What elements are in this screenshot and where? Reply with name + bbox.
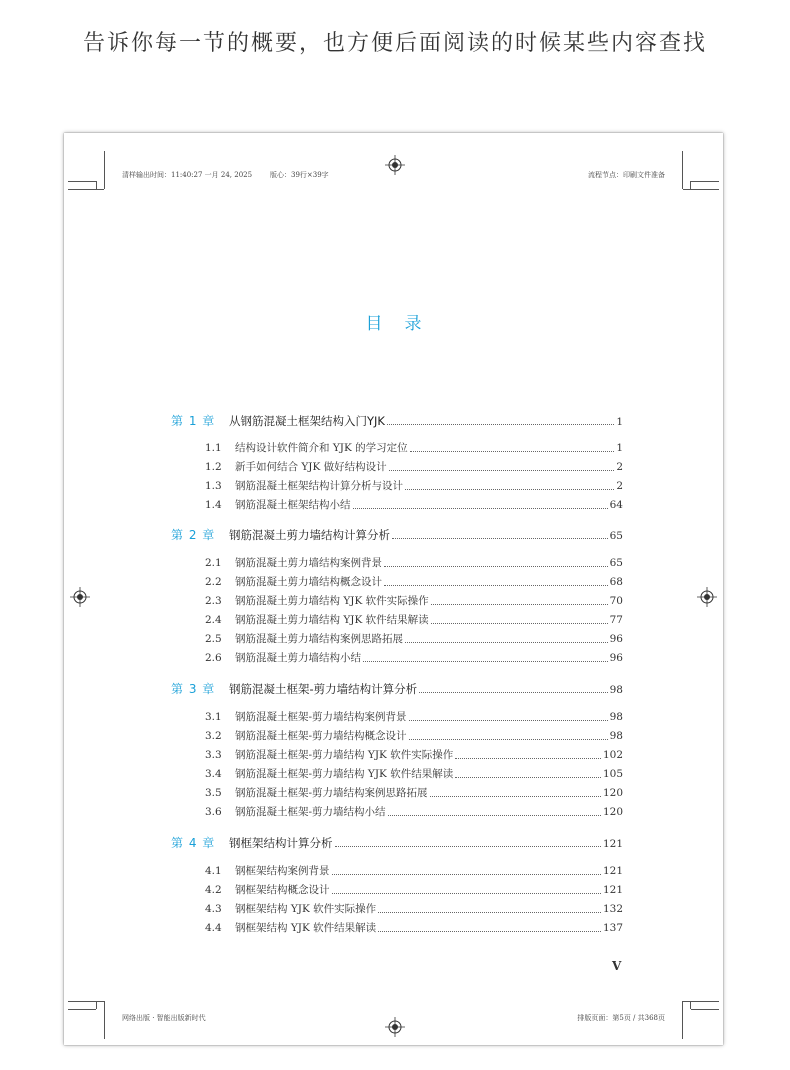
leader-dots (410, 450, 615, 452)
registration-mark-icon (385, 1017, 405, 1037)
leader-dots (378, 930, 601, 932)
section-title: 钢筋混凝土框架-剪力墙结构小结 (235, 806, 386, 818)
section-page: 120 (602, 787, 623, 799)
section-number: 4.1 (205, 865, 222, 877)
toc-title: 目录 (365, 314, 444, 334)
section-number: 3.3 (205, 749, 222, 761)
toc-section-row[interactable] (205, 709, 623, 724)
section-title: 钢筋混凝土框架-剪力墙结构案例背景 (235, 711, 407, 723)
toc-section-row[interactable] (205, 882, 623, 897)
section-number: 2.6 (205, 652, 222, 664)
section-title: 钢筋混凝土剪力墙结构 YJK 软件实际操作 (235, 595, 429, 607)
registration-mark-icon (697, 587, 717, 607)
toc-section-row[interactable] (205, 920, 623, 935)
section-title: 钢筋混凝土剪力墙结构概念设计 (235, 576, 382, 588)
toc-chapter-row[interactable] (171, 680, 623, 697)
section-page: 96 (609, 652, 623, 664)
section-page: 2 (616, 480, 623, 492)
toc-section-row[interactable] (205, 728, 623, 743)
toc-section-row[interactable] (205, 766, 623, 781)
chapter-label: 第 2 章 (171, 528, 216, 542)
section-page: 2 (616, 461, 623, 473)
registration-mark-icon (70, 587, 90, 607)
chapter-page: 1 (616, 416, 623, 428)
toc-section-row[interactable] (205, 747, 623, 762)
section-title: 钢筋混凝土剪力墙结构案例思路拓展 (235, 633, 403, 645)
leader-dots (332, 873, 601, 875)
crop-mark (683, 1001, 719, 1002)
chapter-page: 121 (602, 838, 623, 850)
leader-dots (419, 691, 607, 693)
leader-dots (455, 776, 601, 778)
section-title: 钢筋混凝土剪力墙结构 YJK 软件结果解读 (235, 614, 429, 626)
section-page: 64 (609, 499, 623, 511)
section-number: 2.5 (205, 633, 222, 645)
leader-dots (353, 507, 608, 509)
toc-section-row[interactable] (205, 555, 623, 570)
section-number: 3.1 (205, 711, 222, 723)
section-number: 3.6 (205, 806, 222, 818)
section-title: 钢筋混凝土框架-剪力墙结构概念设计 (235, 730, 407, 742)
print-footer-right: 排版页面：第5页 / 共368页 (577, 1014, 665, 1022)
crop-mark (691, 181, 719, 182)
toc-chapter-row[interactable] (171, 834, 623, 851)
chapter-label: 第 1 章 (171, 414, 216, 428)
toc-chapter-row[interactable] (171, 526, 623, 543)
toc-section-row[interactable] (205, 863, 623, 878)
section-number: 3.5 (205, 787, 222, 799)
crop-mark (690, 181, 691, 189)
print-header-left: 清样输出时间：11:40:27 一月 24, 2025 (122, 171, 253, 179)
toc-section-row[interactable] (205, 785, 623, 800)
section-number: 1.4 (205, 499, 222, 511)
section-title: 结构设计软件简介和 YJK 的学习定位 (235, 442, 408, 454)
section-page: 98 (609, 730, 623, 742)
section-title: 钢框架结构 YJK 软件实际操作 (235, 903, 377, 915)
page-caption: 告诉你每一节的概要，也方便后面阅读的时候某些内容查找 (82, 31, 707, 56)
toc-section-row[interactable] (205, 440, 623, 455)
leader-dots (388, 814, 601, 816)
section-title: 钢框架结构案例背景 (235, 865, 330, 877)
print-footer-left: 网络出版 · 智能出版新时代 (122, 1014, 206, 1022)
toc-section-row[interactable] (205, 612, 623, 627)
section-number: 3.2 (205, 730, 222, 742)
section-page: 70 (609, 595, 623, 607)
section-number: 1.2 (205, 461, 222, 473)
toc-section-row[interactable] (205, 459, 623, 474)
section-title: 钢框架结构概念设计 (235, 884, 330, 896)
leader-dots (392, 537, 608, 539)
section-page: 77 (609, 614, 623, 626)
section-title: 钢筋混凝土剪力墙结构小结 (235, 652, 361, 664)
section-title: 钢筋混凝土剪力墙结构案例背景 (235, 557, 382, 569)
section-number: 1.3 (205, 480, 222, 492)
section-title: 钢框架结构 YJK 软件结果解读 (235, 922, 377, 934)
leader-dots (430, 795, 601, 797)
crop-mark (68, 181, 96, 182)
toc-section-row[interactable] (205, 593, 623, 608)
section-number: 4.3 (205, 903, 222, 915)
toc-section-row[interactable] (205, 804, 623, 819)
chapter-title: 钢框架结构计算分析 (229, 836, 333, 850)
leader-dots (378, 911, 601, 913)
leader-dots (431, 603, 608, 605)
toc-section-row[interactable] (205, 574, 623, 589)
print-header-right: 流程节点：印刷文件准备 (588, 171, 665, 179)
section-page: 68 (609, 576, 623, 588)
print-header-center: 版心：39行×39字 (270, 171, 329, 179)
section-number: 4.2 (205, 884, 222, 896)
section-title: 钢筋混凝土框架结构小结 (235, 499, 351, 511)
crop-mark (96, 1001, 97, 1009)
chapter-title: 钢筋混凝土剪力墙结构计算分析 (229, 528, 390, 542)
toc-section-row[interactable] (205, 901, 623, 916)
crop-mark (68, 1009, 96, 1010)
leader-dots (405, 488, 614, 490)
registration-mark-icon (385, 155, 405, 175)
crop-mark (104, 151, 105, 189)
crop-mark (96, 181, 97, 189)
section-page: 120 (602, 806, 623, 818)
section-title: 钢筋混凝土框架-剪力墙结构 YJK 软件实际操作 (235, 749, 454, 761)
leader-dots (431, 622, 608, 624)
section-page: 96 (609, 633, 623, 645)
section-number: 2.1 (205, 557, 222, 569)
section-page: 137 (602, 922, 623, 934)
chapter-title: 钢筋混凝土框架-剪力墙结构计算分析 (229, 682, 418, 696)
leader-dots (389, 469, 615, 471)
chapter-title: 从钢筋混凝土框架结构入门YJK (229, 414, 385, 428)
section-number: 2.3 (205, 595, 222, 607)
leader-dots (405, 641, 608, 643)
document-page (64, 133, 723, 1045)
toc-section-row[interactable] (205, 497, 623, 512)
toc-chapter-row[interactable] (171, 412, 623, 429)
leader-dots (409, 738, 608, 740)
section-page: 121 (602, 865, 623, 877)
leader-dots (455, 757, 601, 759)
page-number: V (612, 959, 622, 973)
chapter-page: 98 (609, 684, 623, 696)
chapter-label: 第 3 章 (171, 682, 216, 696)
chapter-page: 65 (609, 530, 623, 542)
leader-dots (363, 660, 608, 662)
crop-mark (691, 1009, 719, 1010)
leader-dots (409, 719, 608, 721)
section-title: 钢筋混凝土框架结构计算分析与设计 (235, 480, 403, 492)
section-page: 102 (602, 749, 623, 761)
leader-dots (384, 565, 608, 567)
section-page: 121 (602, 884, 623, 896)
toc-section-row[interactable] (205, 650, 623, 665)
toc-section-row[interactable] (205, 478, 623, 493)
section-page: 132 (602, 903, 623, 915)
section-page: 65 (609, 557, 623, 569)
leader-dots (335, 845, 601, 847)
leader-dots (384, 584, 608, 586)
crop-mark (682, 151, 683, 189)
leader-dots (387, 423, 614, 425)
crop-mark (104, 1001, 105, 1039)
chapter-label: 第 4 章 (171, 836, 216, 850)
section-number: 2.2 (205, 576, 222, 588)
toc-section-row[interactable] (205, 631, 623, 646)
leader-dots (332, 892, 601, 894)
section-number: 4.4 (205, 922, 222, 934)
section-page: 98 (609, 711, 623, 723)
crop-mark (682, 1001, 683, 1039)
crop-mark (68, 1001, 104, 1002)
section-number: 3.4 (205, 768, 222, 780)
section-number: 1.1 (205, 442, 222, 454)
section-page: 105 (602, 768, 623, 780)
section-title: 钢筋混凝土框架-剪力墙结构 YJK 软件结果解读 (235, 768, 454, 780)
section-title: 新手如何结合 YJK 做好结构设计 (235, 461, 387, 473)
section-number: 2.4 (205, 614, 222, 626)
section-title: 钢筋混凝土框架-剪力墙结构案例思路拓展 (235, 787, 428, 799)
crop-mark (690, 1001, 691, 1009)
section-page: 1 (616, 442, 623, 454)
crop-mark (68, 189, 104, 190)
crop-mark (683, 189, 719, 190)
